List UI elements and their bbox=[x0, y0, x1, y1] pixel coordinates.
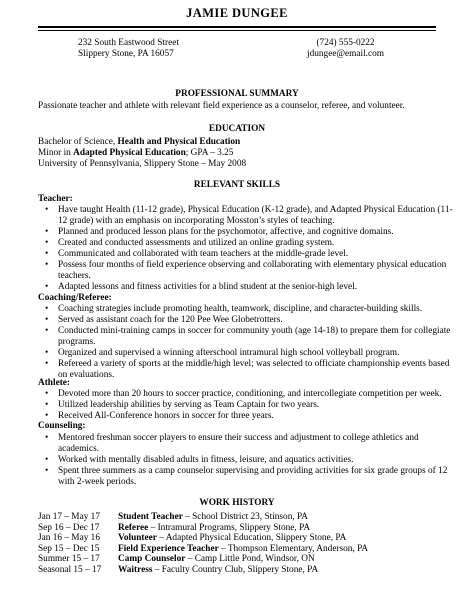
work-detail: – Intramural Programs, Slippery Stone, PA bbox=[148, 522, 311, 533]
list-item: • Mentored freshman soccer players to ensure their success and adjustment to college athletics and academics. bbox=[58, 433, 458, 455]
work-detail: – School District 23, Stinson, PA bbox=[182, 512, 309, 522]
work-history-heading: WORK HISTORY bbox=[199, 498, 275, 508]
work-history-table bbox=[38, 512, 458, 575]
skills-heading: RELEVANT SKILLS bbox=[193, 180, 281, 190]
work-dates: Summer 15 – 17 bbox=[38, 554, 100, 564]
athlete-heading: Athlete: bbox=[38, 378, 71, 388]
list-item: • Adapted lessons and fitness activities for a blind student at the senior-high level. bbox=[58, 282, 458, 293]
work-dates: Sep 16 – Dec 17 bbox=[38, 522, 100, 533]
email: jdungee@email.com bbox=[307, 49, 384, 59]
list-item: • Possess four months of field experience observing and collaborating with elementary physical education teachers. bbox=[58, 260, 458, 282]
summary-heading: PROFESSIONAL SUMMARY bbox=[175, 89, 299, 99]
table-row bbox=[38, 544, 458, 555]
list-item: • Coaching strategies include promoting health, teamwork, discipline, and character-building skills. bbox=[58, 304, 458, 315]
counseling-list bbox=[34, 433, 458, 488]
list-item: • Communicated and collaborated with team teachers at the middle-grade level. bbox=[58, 249, 458, 260]
degree-line: Bachelor of Science, Health and Physical Education bbox=[38, 137, 241, 147]
work-role: Waitress bbox=[118, 564, 153, 575]
list-item: • Organized and supervised a winning afterschool intramural high school volleyball program. bbox=[58, 348, 458, 359]
list-item: • Received All-Conference honors in soccer for three years. bbox=[58, 411, 458, 422]
list-item: • Spent three summers as a camp counselor supervising and providing activities for six grade groups of 12 with 2-week periods. bbox=[58, 466, 458, 488]
list-item: • Served as assistant coach for the 120 Pee Wee Globetrotters. bbox=[58, 315, 458, 326]
table-row bbox=[38, 512, 458, 523]
counseling-heading: Counseling: bbox=[38, 421, 86, 431]
work-detail: – Camp Little Pond, Windsor, ON bbox=[185, 554, 315, 564]
header-rule-thick bbox=[38, 26, 436, 28]
list-item: • Refereed a variety of sports at the middle/high level; was selected to officiate championship events based on evaluations. bbox=[58, 359, 458, 381]
school-line: University of Pennsylvania, Slippery Stone – May 2008 bbox=[38, 159, 247, 169]
athlete-list bbox=[34, 389, 458, 422]
work-role: Field Experience Teacher bbox=[118, 543, 219, 554]
resume-name: JAMIE DUNGEE bbox=[186, 6, 288, 20]
work-role: Student Teacher bbox=[118, 512, 183, 522]
teacher-heading: Teacher: bbox=[38, 194, 73, 204]
work-dates: Sep 15 – Dec 15 bbox=[38, 543, 100, 554]
education-block bbox=[38, 137, 438, 170]
header-rule-thin bbox=[38, 30, 436, 31]
teacher-list bbox=[34, 205, 458, 293]
list-item: • Created and conducted assessments and utilized an online grading system. bbox=[58, 238, 458, 249]
table-row bbox=[38, 533, 458, 544]
list-item: • Have taught Health (11-12 grade), Physical Education (K-12 grade), and Adapted Physical Education (11-12 grade) with an emphasis on incorporating Mosston’s styles of teaching. bbox=[58, 205, 458, 227]
minor-line: Minor in Adapted Physical Education; GPA – 3.25 bbox=[38, 148, 234, 158]
work-role: Referee bbox=[118, 522, 149, 533]
address-line-1: 232 South Eastwood Street bbox=[78, 38, 179, 48]
work-detail: – Thompson Elementary, Anderson, PA bbox=[218, 543, 369, 554]
list-item: • Devoted more than 20 hours to soccer practice, conditioning, and intercollegiate competition per week. bbox=[58, 389, 458, 400]
education-heading: EDUCATION bbox=[208, 124, 266, 134]
coaching-list bbox=[34, 304, 458, 381]
work-detail: – Faculty Country Club, Slippery Stone, PA bbox=[152, 564, 319, 575]
phone: (724) 555-0222 bbox=[316, 38, 375, 48]
address-block bbox=[78, 38, 179, 60]
list-item: • Worked with mentally disabled adults in fitness, leisure, and aquatics activities. bbox=[58, 455, 458, 466]
summary-text: Passionate teacher and athlete with relevant field experience as a counselor, referee, and volunteer. bbox=[38, 101, 405, 111]
list-item: • Planned and produced lesson plans for the psychomotor, affective, and cognitive domains. bbox=[58, 227, 458, 238]
list-item: • Conducted mini-training camps in soccer for community youth (age 14-18) to prepare them for collegiate programs. bbox=[58, 326, 458, 348]
coaching-heading: Coaching/Referee: bbox=[38, 293, 112, 303]
work-dates: Jan 16 – May 16 bbox=[38, 533, 100, 543]
address-line-2: Slippery Stone, PA 16057 bbox=[78, 49, 174, 59]
work-detail: – Adapted Physical Education, Slippery Stone, PA bbox=[156, 533, 347, 543]
table-row bbox=[38, 523, 458, 534]
work-dates: Seasonal 15 – 17 bbox=[38, 564, 102, 575]
work-role: Volunteer bbox=[118, 533, 157, 543]
work-role: Camp Counselor bbox=[118, 554, 186, 564]
contact-block bbox=[307, 38, 384, 60]
table-row bbox=[38, 565, 458, 576]
list-item: • Utilized leadership abilities by serving as Team Captain for two years. bbox=[58, 400, 458, 411]
work-dates: Jan 17 – May 17 bbox=[38, 512, 100, 522]
table-row bbox=[38, 554, 458, 565]
